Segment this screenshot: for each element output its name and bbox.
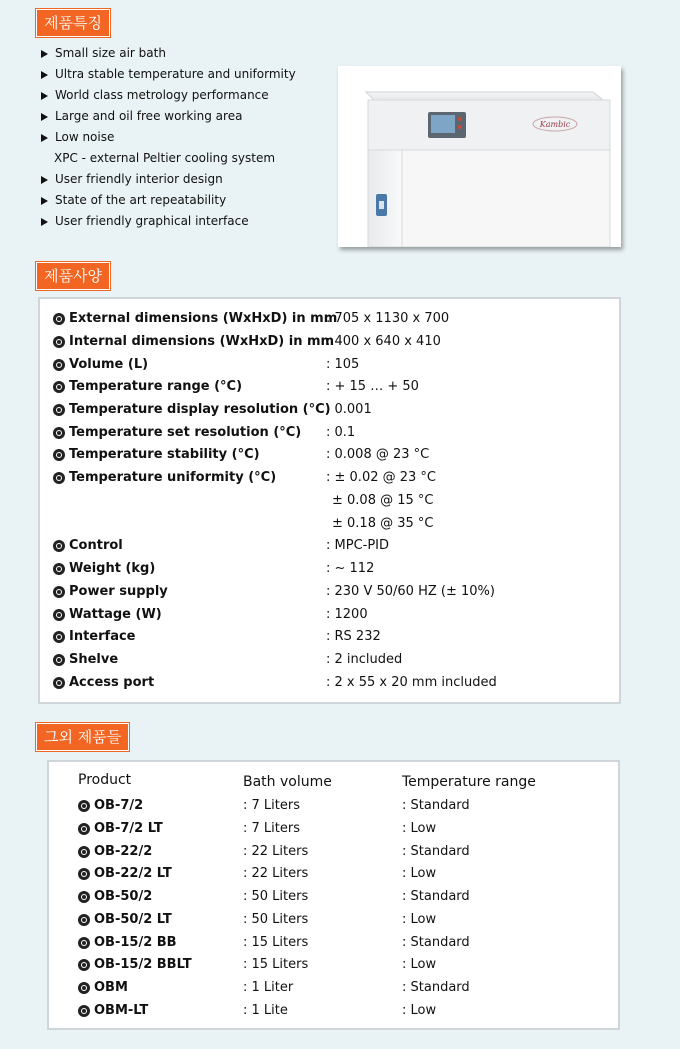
section-tag-others: 그외 제품들 <box>36 723 129 751</box>
spec-label <box>53 445 260 465</box>
spec-label <box>53 627 136 647</box>
spec-label <box>53 355 148 375</box>
circle-bullet-icon <box>53 563 65 575</box>
triangle-right-icon <box>41 176 48 184</box>
triangle-right-icon <box>41 50 48 58</box>
circle-bullet-icon <box>78 846 90 858</box>
circle-bullet-icon <box>53 609 65 621</box>
product-volume: : 7 Liters <box>243 821 300 836</box>
product-name <box>78 978 128 998</box>
product-photo <box>338 66 621 247</box>
product-name-text: OB-22/2 LT <box>94 866 172 881</box>
spec-label-text: Temperature uniformity (°C) <box>69 470 277 485</box>
spec-label-text: Power supply <box>69 584 168 599</box>
product-range: : Standard <box>402 980 470 995</box>
product-name <box>78 910 172 930</box>
feature-text: XPC - external Peltier cooling system <box>54 151 276 165</box>
product-name-text: OB-50/2 <box>94 889 153 904</box>
spec-label <box>53 536 123 556</box>
product-volume: : 1 Lite <box>243 1003 288 1018</box>
circle-bullet-icon <box>53 472 65 484</box>
circle-bullet-icon <box>53 540 65 552</box>
product-volume: : 22 Liters <box>243 866 309 881</box>
spec-value: : RS 232 <box>326 629 381 644</box>
product-volume: : 15 Liters <box>243 957 309 972</box>
feature-item <box>40 148 296 169</box>
circle-bullet-icon <box>53 427 65 439</box>
spec-value: : 705 x 1130 x 700 <box>326 311 450 326</box>
spec-label-text: Volume (L) <box>69 357 149 372</box>
triangle-right-icon <box>41 71 48 79</box>
spec-label-text: Internal dimensions (WxHxD) in mm <box>69 334 335 349</box>
feature-text: User friendly graphical interface <box>55 214 249 228</box>
spec-label <box>53 605 162 625</box>
spec-label <box>53 332 334 352</box>
product-volume: : 15 Liters <box>243 935 309 950</box>
feature-item <box>40 190 296 211</box>
feature-text: Small size air bath <box>55 46 166 60</box>
spec-label-text: Shelve <box>69 652 119 667</box>
spec-label <box>53 673 154 693</box>
product-name <box>78 933 177 953</box>
product-range: : Low <box>402 957 437 972</box>
feature-text: State of the art repeatability <box>55 193 227 207</box>
circle-bullet-icon <box>78 891 90 903</box>
spec-label-text: Wattage (W) <box>69 607 162 622</box>
spec-value: : 0.1 <box>326 425 356 440</box>
feature-text: User friendly interior design <box>55 172 223 186</box>
circle-bullet-icon <box>53 586 65 598</box>
spec-label <box>53 468 276 488</box>
product-name <box>78 819 163 839</box>
product-name <box>78 796 143 816</box>
spec-value: : ~ 112 <box>326 561 375 576</box>
spec-label <box>53 582 168 602</box>
spec-value: : 0.008 @ 23 °C <box>326 447 430 462</box>
spec-value: : 2 x 55 x 20 mm included <box>326 675 497 690</box>
product-name <box>78 887 152 907</box>
feature-item <box>40 43 296 64</box>
spec-label-text: External dimensions (WxHxD) in mm <box>69 311 338 326</box>
triangle-right-icon <box>41 197 48 205</box>
product-name <box>78 842 152 862</box>
spec-label-text: Interface <box>69 629 136 644</box>
spec-value: : 230 V 50/60 HZ (± 10%) <box>326 584 495 599</box>
triangle-right-icon <box>41 218 48 226</box>
product-volume: : 1 Liter <box>243 980 294 995</box>
header-volume: Bath volume <box>243 774 332 790</box>
triangle-right-icon <box>41 113 48 121</box>
circle-bullet-icon <box>53 449 65 461</box>
spec-value: : ± 0.02 @ 23 °C <box>326 470 436 485</box>
spec-label <box>53 650 118 670</box>
spec-label-text: Temperature stability (°C) <box>69 447 260 462</box>
circle-bullet-icon <box>78 982 90 994</box>
product-range: : Low <box>402 866 437 881</box>
circle-bullet-icon <box>78 937 90 949</box>
circle-bullet-icon <box>78 823 90 835</box>
air-bath-image <box>338 66 621 247</box>
product-name <box>78 864 172 884</box>
product-volume: : 50 Liters <box>243 889 309 904</box>
product-name-text: OB-22/2 <box>94 844 153 859</box>
spec-label-text: Temperature range (°C) <box>69 379 243 394</box>
feature-item <box>40 85 296 106</box>
spec-label <box>53 400 331 420</box>
circle-bullet-icon <box>53 313 65 325</box>
circle-bullet-icon <box>53 654 65 666</box>
spec-value: ± 0.08 @ 15 °C <box>332 493 434 508</box>
feature-item <box>40 169 296 190</box>
circle-bullet-icon <box>78 1005 90 1017</box>
spec-label-text: Temperature set resolution (°C) <box>69 425 302 440</box>
product-name-text: OB-50/2 LT <box>94 912 172 927</box>
spec-label <box>53 559 155 579</box>
product-range: : Standard <box>402 798 470 813</box>
spec-label-text: Control <box>69 538 123 553</box>
circle-bullet-icon <box>53 404 65 416</box>
spec-label-text: Access port <box>69 675 155 690</box>
circle-bullet-icon <box>53 381 65 393</box>
product-volume: : 50 Liters <box>243 912 309 927</box>
spec-label <box>53 309 337 329</box>
circle-bullet-icon <box>78 959 90 971</box>
triangle-right-icon <box>41 92 48 100</box>
spec-box <box>38 297 621 704</box>
section-tag-features: 제품특징 <box>36 9 110 37</box>
feature-text: Ultra stable temperature and uniformity <box>55 67 296 81</box>
header-range: Temperature range <box>402 774 536 790</box>
product-range: : Standard <box>402 844 470 859</box>
feature-item <box>40 127 296 148</box>
circle-bullet-icon <box>78 868 90 880</box>
product-name-text: OBM <box>94 980 128 995</box>
feature-text: World class metrology performance <box>55 88 269 102</box>
circle-bullet-icon <box>53 359 65 371</box>
spec-label <box>53 423 301 443</box>
product-range: : Standard <box>402 889 470 904</box>
product-range: : Low <box>402 1003 437 1018</box>
feature-text: Large and oil free working area <box>55 109 243 123</box>
product-volume: : 7 Liters <box>243 798 300 813</box>
spec-value: : 400 x 640 x 410 <box>326 334 441 349</box>
circle-bullet-icon <box>53 336 65 348</box>
product-name <box>78 955 192 975</box>
spec-value: : 2 included <box>326 652 403 667</box>
brand-logo: Kambic <box>539 120 571 129</box>
feature-item <box>40 64 296 85</box>
circle-bullet-icon <box>78 800 90 812</box>
spec-label-text: Temperature display resolution (°C) <box>69 402 331 417</box>
spec-value: : MPC-PID <box>326 538 390 553</box>
circle-bullet-icon <box>78 914 90 926</box>
product-name-text: OB-7/2 <box>94 798 144 813</box>
product-name-text: OB-7/2 LT <box>94 821 163 836</box>
products-box <box>47 760 620 1030</box>
product-name-text: OB-15/2 BB <box>94 935 177 950</box>
feature-item <box>40 211 296 232</box>
product-range: : Standard <box>402 935 470 950</box>
triangle-right-icon <box>41 134 48 142</box>
product-name <box>78 1001 148 1021</box>
spec-value: ± 0.18 @ 35 °C <box>332 516 434 531</box>
spec-value: : 1200 <box>326 607 368 622</box>
product-name-text: OBM-LT <box>94 1003 149 1018</box>
spec-value: : + 15 … + 50 <box>326 379 419 394</box>
feature-list <box>40 43 296 232</box>
circle-bullet-icon <box>53 631 65 643</box>
product-volume: : 22 Liters <box>243 844 309 859</box>
circle-bullet-icon <box>53 677 65 689</box>
spec-value: : 105 <box>326 357 360 372</box>
product-range: : Low <box>402 821 437 836</box>
spec-value: : 0.001 <box>326 402 372 417</box>
spec-label <box>53 377 242 397</box>
product-name-text: OB-15/2 BBLT <box>94 957 192 972</box>
section-tag-specs: 제품사양 <box>36 262 110 290</box>
feature-text: Low noise <box>55 130 115 144</box>
spec-label-text: Weight (kg) <box>69 561 156 576</box>
product-range: : Low <box>402 912 437 927</box>
header-product: Product <box>78 772 132 788</box>
feature-item <box>40 106 296 127</box>
